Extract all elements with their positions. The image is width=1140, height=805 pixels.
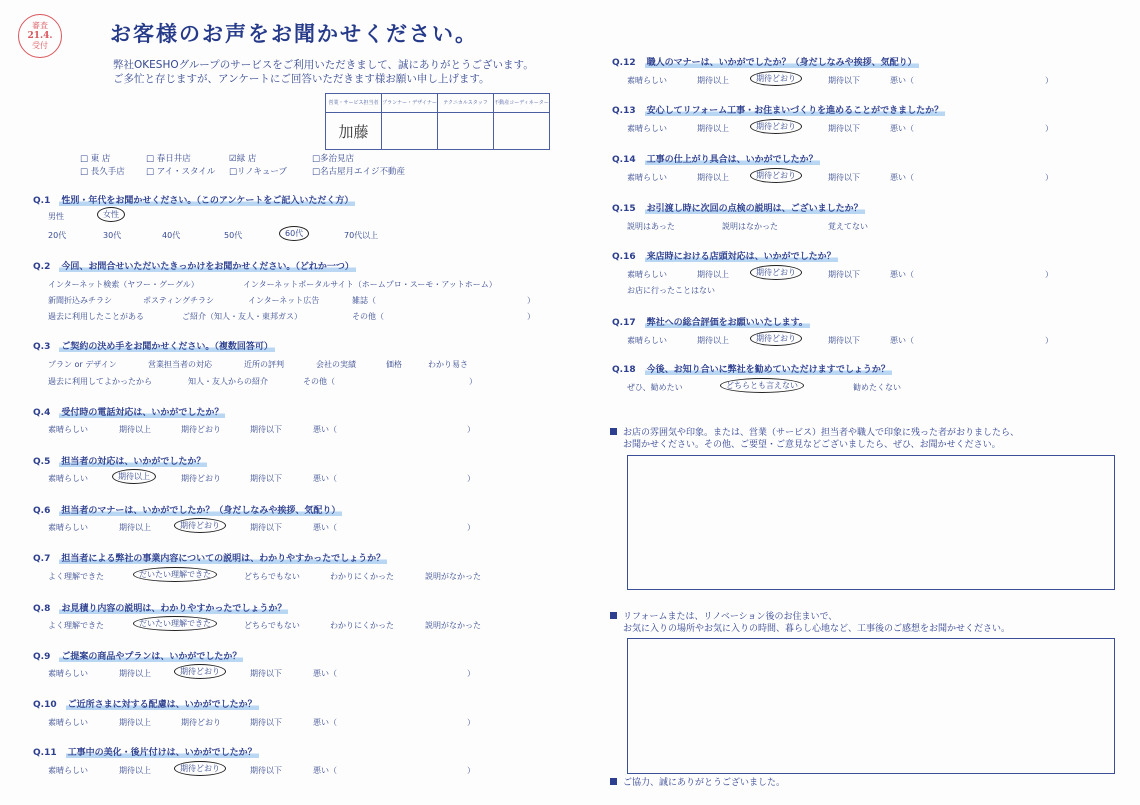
q13-option[interactable]: 期待以上 [697,124,729,133]
store-checklist [80,153,406,179]
q2-option[interactable]: 過去に利用したことがある [48,312,144,321]
question-q16: Q.16 来店時における店頭対応は、いかがでしたか？ [612,252,836,262]
q3-option[interactable]: その他（ [303,377,335,386]
q8-option[interactable]: わかりにくかった [330,621,394,630]
q15-option[interactable]: 説明はあった [627,222,675,231]
q7-option[interactable]: 説明がなかった [425,572,481,581]
q10-option[interactable]: 素晴らしい [48,718,88,727]
q2-option[interactable]: インターネット広告 [248,296,320,305]
stamp-date: 21.4. [27,31,53,41]
q10-option[interactable]: 悪い（ [313,718,337,727]
q6-option[interactable]: 期待以下 [250,523,282,532]
question-q6: Q.6 担当者のマナーは、いかがでしたか？（身だしなみや挨拶、気配り） [33,506,341,516]
q18-option-selected[interactable]: どちらとも言えない [720,380,804,391]
q7-option[interactable]: よく理解できた [48,572,104,581]
q1-age-option[interactable]: 30代 [103,231,122,240]
q18-option[interactable]: ぜひ、勧めたい [627,383,683,392]
q11-option[interactable]: 期待以下 [250,766,282,775]
q16-option-selected[interactable]: 期待どおり [750,267,802,278]
page-title: お客様のお声をお聞かせください。 [110,22,478,46]
question-q15: Q.15 お引渡し時に次回の点検の説明は、ございましたか？ [612,204,863,214]
q1-gender-male[interactable]: 男性 [48,212,64,221]
q3-option[interactable]: 営業担当者の対応 [148,360,212,369]
store-option-checked[interactable]: ☑緑 店 [229,154,257,164]
square-bullet-icon [610,778,617,785]
received-stamp [18,14,62,58]
question-q12: Q.12 職人のマナーは、いかがでしたか？（身だしなみや挨拶、気配り） [612,58,917,68]
q14-option-selected[interactable]: 期待どおり [750,170,802,181]
stamp-top: 審査 [32,21,48,30]
store-option[interactable]: □ 春日井店 [146,154,191,164]
q5-option[interactable]: 期待どおり [181,474,221,483]
question-q11: Q.11 工事中の美化・後片付けは、いかがでしたか？ [33,748,257,758]
question-q18: Q.18 今後、お知り合いに弊社を勧めていただけますでしょうか？ [612,365,890,375]
section-feedback-heading [610,611,1010,635]
q17-option[interactable]: 悪い（ [890,336,914,345]
question-q1: Q.1 性別・年代をお聞かせください。（このアンケートをご記入いただく方） [33,196,354,206]
q11-option[interactable]: 期待以上 [119,766,151,775]
section2-line1: リフォームまたは、リノベーション後のお住まいで、 [623,612,838,622]
question-q4: Q.4 受付時の電話対応は、いかがでしたか？ [33,408,224,418]
intro-line-2: ご多忙と存じますが、アンケートにご回答いただきます様お願い申し上げます。 [113,73,490,85]
question-q2: Q.2 今回、お問合せいただいたきっかけをお聞かせください。（どれか一つ） [33,262,354,272]
q2-option[interactable]: 雑誌（ [352,296,376,305]
q17-paren: ） [1045,336,1053,345]
q3-option[interactable]: 知人・友人からの紹介 [188,377,268,386]
q4-option[interactable]: 期待以上 [119,425,151,434]
q2-option[interactable]: ご紹介（知人・友人・東邦ガス） [182,312,302,321]
q16-option[interactable]: 悪い（ [890,270,914,279]
q4-option[interactable]: 悪い（ [313,425,337,434]
q14-option[interactable]: 期待以下 [828,173,860,182]
q3-option[interactable]: 会社の実績 [316,360,356,369]
question-q8: Q.8 お見積り内容の説明は、わかりやすかったでしょうか？ [33,604,287,614]
q9-paren: ） [467,669,475,678]
q9-option[interactable]: 悪い（ [313,669,337,678]
q13-option[interactable]: 素晴らしい [627,124,667,133]
q9-option[interactable]: 素晴らしい [48,669,88,678]
q6-paren: ） [467,523,475,532]
q1-gender-selected[interactable]: 女性 [97,209,125,220]
q5-paren: ） [467,474,475,483]
section-impressions-heading [610,427,1019,451]
store-option[interactable]: □ アイ・スタイル [146,167,216,177]
q1-age-selected[interactable]: 60代 [279,228,309,239]
q12-option-selected[interactable]: 期待どおり [750,73,802,84]
store-option[interactable]: □ 長久手店 [80,167,125,177]
stamp-bottom: 受付 [32,41,48,50]
q12-paren: ） [1045,76,1053,85]
q14-option[interactable]: 素晴らしい [627,173,667,182]
section1-line2: お聞かせください。その他、ご要望・ご意見などございましたら、ぜひ、お聞かせください。 [623,440,1001,450]
impressions-textarea[interactable] [627,455,1115,590]
q3-option[interactable]: 近所の評判 [244,360,284,369]
q4-paren: ） [467,425,475,434]
q12-option[interactable]: 期待以上 [697,76,729,85]
q2-option[interactable]: インターネット検索（ヤフー・グーグル） [48,280,199,289]
q7-option-selected[interactable]: だいたい理解できた [133,569,217,580]
q4-option[interactable]: 期待以下 [250,425,282,434]
intro-text [113,58,534,86]
square-bullet-icon [610,612,617,619]
q14-paren: ） [1045,173,1053,182]
q11-option[interactable]: 素晴らしい [48,766,88,775]
q10-option[interactable]: 期待以上 [119,718,151,727]
q17-option[interactable]: 期待以下 [828,336,860,345]
q9-option[interactable]: 期待以上 [119,669,151,678]
q1-age-option[interactable]: 70代以上 [344,231,379,240]
question-q3: Q.3 ご契約の決め手をお聞かせください。（複数回答可） [33,342,273,352]
q8-option[interactable]: どちらでもない [244,621,300,630]
square-bullet-icon [610,428,617,435]
question-q13: Q.13 安心してリフォーム工事・お住まいづくりを進めることができましたか？ [612,106,944,116]
q14-option[interactable]: 期待以上 [697,173,729,182]
q10-option[interactable]: 期待以下 [250,718,282,727]
staff-cell-realestate[interactable] [494,113,550,150]
q16-option-never-visited[interactable]: お店に行ったことはない [627,286,715,295]
question-q14: Q.14 工事の仕上がり具合は、いかがでしたか？ [612,155,818,165]
q12-option[interactable]: 悪い（ [890,76,914,85]
q2-option[interactable]: インターネットポータルサイト（ホームプロ・スーモ・アットホーム） [243,280,497,289]
q7-option[interactable]: わかりにくかった [330,572,394,581]
q15-option[interactable]: 説明はなかった [722,222,778,231]
q17-option[interactable]: 素晴らしい [627,336,667,345]
thanks-message [610,777,785,789]
q3-option[interactable]: 価格 [386,360,402,369]
q18-option[interactable]: 勧めたくない [853,383,901,392]
question-q17: Q.17 弊社への総合評価をお願いいたします。 [612,318,808,328]
intro-line-1: 弊社OKESHOグループのサービスをご利用いただきまして、誠にありがとうございます。 [113,59,534,71]
q12-option[interactable]: 期待以下 [828,76,860,85]
q8-option[interactable]: よく理解できた [48,621,104,630]
q11-option[interactable]: 悪い（ [313,766,337,775]
q16-paren: ） [1045,270,1053,279]
store-option[interactable]: □名古屋月エイジ不動産 [312,167,406,177]
q14-option[interactable]: 悪い（ [890,173,914,182]
q16-option[interactable]: 素晴らしい [627,270,667,279]
q10-option[interactable]: 期待どおり [181,718,221,727]
q15-option[interactable]: 覚えてない [828,222,868,231]
q9-option-selected[interactable]: 期待どおり [174,666,226,677]
q3-option[interactable]: わかり易さ [428,360,468,369]
thanks-text: ご協力、誠にありがとうございました。 [623,778,786,788]
q17-option[interactable]: 期待以上 [697,336,729,345]
q8-option-selected[interactable]: だいたい理解できた [133,618,217,629]
q5-option-selected[interactable]: 期待以上 [112,471,156,482]
q4-option[interactable]: 素晴らしい [48,425,88,434]
staff-cell-planner[interactable] [382,113,438,150]
feedback-textarea[interactable] [627,638,1115,774]
q1-age-option[interactable]: 50代 [224,231,243,240]
q5-option[interactable]: 悪い（ [313,474,337,483]
staff-header-planner: プランナー・デザイナー [382,94,438,113]
staff-signature: 加藤 [338,122,369,141]
q3-paren: ） [469,377,477,386]
q10-paren: ） [467,718,475,727]
q13-option-selected[interactable]: 期待どおり [750,121,802,132]
q16-option[interactable]: 期待以上 [697,270,729,279]
staff-signature-cell[interactable] [326,113,382,150]
q7-option[interactable]: どちらでもない [244,572,300,581]
q13-option[interactable]: 期待以下 [828,124,860,133]
store-option[interactable]: □多治見店 [312,154,355,164]
q11-paren: ） [467,766,475,775]
section1-line1: お店の雰囲気や印象。または、営業（サービス）担当者や職人で印象に残った者がおりましたら、 [623,428,1020,438]
q8-option[interactable]: 説明がなかった [425,621,481,630]
q12-option[interactable]: 素晴らしい [627,76,667,85]
question-q7: Q.7 担当者による弊社の事業内容についての説明は、わかりやすかったでしょうか？ [33,554,386,564]
q16-option[interactable]: 期待以下 [828,270,860,279]
q2-option[interactable]: 新聞折込みチラシ [48,296,112,305]
store-option[interactable]: □リノキューブ [229,167,287,177]
q5-option[interactable]: 期待以下 [250,474,282,483]
q2-paren: ） [527,312,535,321]
q4-option[interactable]: 期待どおり [181,425,221,434]
q1-age-option[interactable]: 20代 [48,231,67,240]
staff-header-sales: 営業・サービス担当者 [326,94,382,113]
q6-option[interactable]: 悪い（ [313,523,337,532]
q13-option[interactable]: 悪い（ [890,124,914,133]
section2-line2: お気に入りの場所やお気に入りの時間、暮らし心地など、工事後のご感想をお聞かせください。 [623,624,1011,634]
question-q9: Q.9 ご提案の商品やプランは、いかがでしたか？ [33,652,242,662]
store-option[interactable]: □ 東 店 [80,154,111,164]
q6-option[interactable]: 素晴らしい [48,523,88,532]
q2-paren: ） [527,296,535,305]
question-q5: Q.5 担当者の対応は、いかがでしたか？ [33,457,206,467]
q6-option-selected[interactable]: 期待どおり [174,520,226,531]
staff-table [325,93,550,150]
q11-option-selected[interactable]: 期待どおり [174,763,226,774]
question-q10: Q.10 ご近所さまに対する配慮は、いかがでしたか？ [33,700,257,710]
staff-header-realestate: 不動産コーディネーター [494,94,550,113]
q6-option[interactable]: 期待以上 [119,523,151,532]
q13-paren: ） [1045,124,1053,133]
q1-age-option[interactable]: 40代 [162,231,181,240]
q5-option[interactable]: 素晴らしい [48,474,88,483]
q3-option[interactable]: プラン or デザイン [48,360,117,369]
staff-header-technical: テクニカルスタッフ [438,94,494,113]
staff-cell-technical[interactable] [438,113,494,150]
q17-option-selected[interactable]: 期待どおり [750,333,802,344]
q2-option[interactable]: その他（ [352,312,384,321]
q2-option[interactable]: ポスティングチラシ [143,296,215,305]
q3-option[interactable]: 過去に利用してよかったから [48,377,152,386]
q9-option[interactable]: 期待以下 [250,669,282,678]
